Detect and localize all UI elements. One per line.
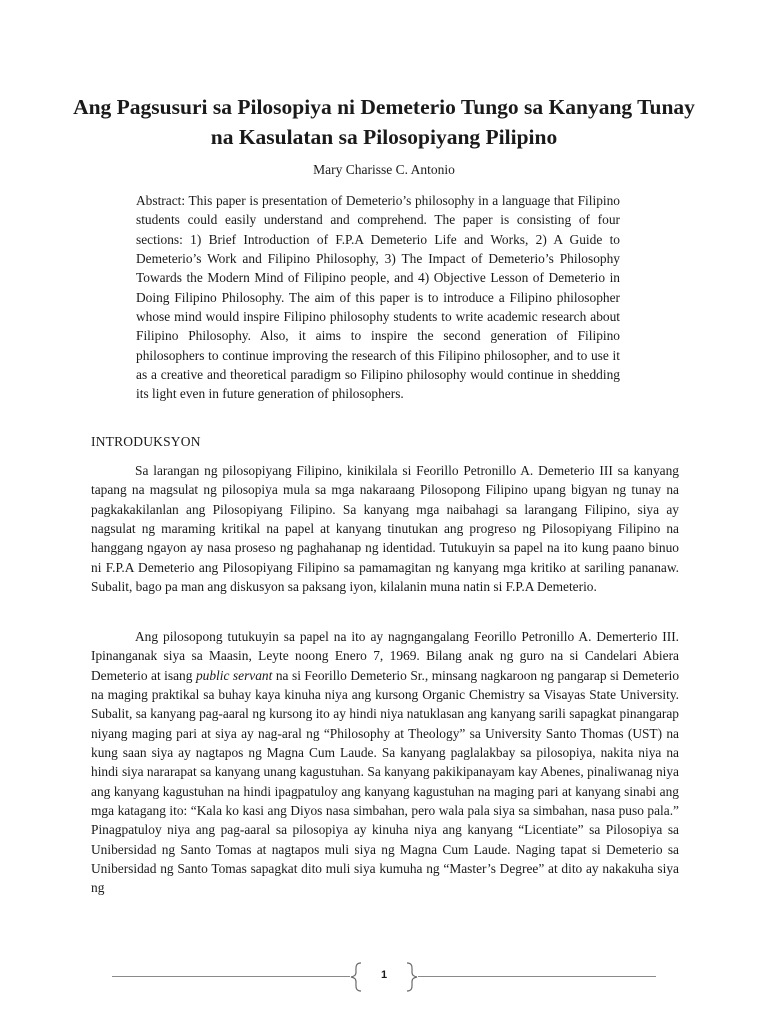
footer-rule-right [418, 976, 656, 977]
right-brace-icon [404, 962, 418, 992]
page-number: 1 [380, 969, 388, 981]
paragraph-intro: Sa larangan ng pilosopiyang Filipino, kinikilala si Feorillo Petronillo A. Demeterio III sa kanyang tapang na magsulat ng pilosopiya mula sa mga nakaraang Pilosopong Filipino upang bigyan ng tunay na pagkakakilanlan ang Pilosopiyang Filipino. Sa kanyang mga naibahagi sa larangang Filipino, siya ay nagsulat ng maraming kritikal na papel at kanyang tinutukan ang progreso ng Pilosopiyang Filipino na hanggang ngayon ay nasa proseso ng paghahanap ng identidad. Tutukuyin sa papel na ito kung paano binuo ni F.P.A Demeterio ang Pilosopiyang Filipino sa pamamagitan ng kanyang mga kritiko at sariling pananaw. Subalit, bago pa man ang diskusyon sa paksang iyon, kilalanin muna natin si F.P.A Demeterio. [91, 463, 679, 595]
paragraph-biography [91, 627, 679, 898]
page-footer [112, 962, 656, 992]
abstract: Abstract: This paper is presentation of Demeterio’s philosophy in a language that Filipino students could easily understand and comprehend. The paper is consisting of four sections: 1) Brief Introduction of F.P.A Demeterio Life and Works, 2) A Guide to Demeterio’s Work and Filipino Philosophy, 3) The Impact of Demeterio’s Philosophy Towards the Modern Mind of Filipino people, and 4) Objective Lesson of Demeterio in Doing Filipino Philosophy. The aim of this paper is to introduce a Filipino philosopher whose mind would inspire Filipino philosophy students to write academic research about Filipino Philosophy. Also, it aims to inspire the second generation of Filipino philosophers to continue improving the research of this Filipino philosopher, and to use it as a creative and theoretical paradigm so Filipino philosophy would continue in shedding its light even in future generation of philosophers. [136, 193, 620, 402]
paper-title: Ang Pagsusuri sa Pilosopiya ni Demeterio Tungo sa Kanyang Tunay na Kasulatan sa Pilosopiyang Pilipino [73, 95, 695, 149]
section-heading: INTRODUKSYON [91, 434, 201, 449]
paragraph-text: na si Feorillo Demeterio Sr., minsang nagkaroon ng pangarap si Demeterio na maging praktikal sa buhay kaya kinuha niya ang kursong Organic Chemistry sa Visayas State University. Subalit, sa kanyang pag-aaral ng kursong ito ay hindi niya natuklasan ang kanyang sarili sapagkat pinangarap niyang maging pari at siya ay nag-aral ng “Philosophy at Theology” sa University Santo Thomas (UST) na kung saan siya ay nagtapos ng Magna Cum Laude. Sa kanyang paglalakbay sa pilosopiya, nakita niya na hindi siya nararapat sa kanyang unang kagustuhan. Sa kanyang pakikipanayam kay Abenes, pinaliwanag niya ang kanyang kagustuhan na hindi ipagpatuloy ang kanyang kagustuhan na maging pari at kanyang sinabi ang mga katagang ito: “Kala ko kasi ang Diyos nasa simbahan, pero wala pala siya sa simbahan, nasa puso pala.” Pinagpatuloy niya ang pag-aaral sa pilosopiya ay kinuha niya ang kanyang “Licentiate” sa Pilosopiya sa Unibersidad ng Santo Tomas at nagtapos muli siya ng Magna Cum Laude. Naging tapat si Demeterio sa Unibersidad ng Santo Tomas sapagkat dito muli siya kumuha ng “Master’s Degree” at dito ay nakakuha siya ng [91, 667, 680, 896]
footer-rule-left [112, 976, 350, 977]
paragraph-text: Ang pilosopong tutukuyin sa papel na ito ay nagngangalang Feorillo Petronillo A. Demerterio III. Ipinanganak siya sa Maasin, Leyte noong Enero 7, 1969. Bilang anak ng guro na si Candelari Abiera Demeterio at isang [91, 629, 679, 683]
italic-term: public servant [195, 667, 273, 683]
author-name: Mary Charisse C. Antonio [313, 162, 455, 177]
